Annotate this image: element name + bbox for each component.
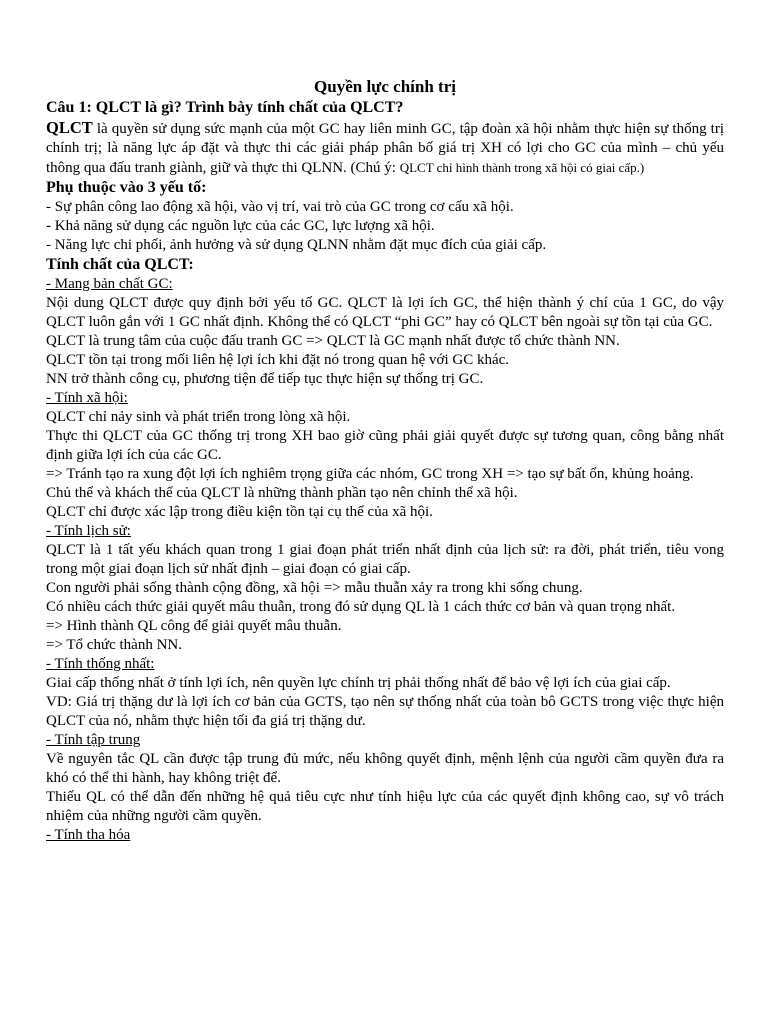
paragraph: Con người phải sống thành cộng đồng, xã hội => mẫu thuẫn xảy ra trong khi sống chung. <box>46 580 583 596</box>
paragraph: VD: Giá trị thặng dư là lợi ích cơ bản của GCTS, tạo nên sự thống nhất của toàn bô GCTS trong việc thực hiện QLCT của nó, nhằm thực hiện tối đa giá trị thặng dư. <box>46 694 724 729</box>
section-heading-centralization: - Tính tập trung <box>46 732 141 748</box>
paragraph: Thiếu QL có thể dẫn đến những hệ quả tiêu cực như tính hiệu lực của các quyết định không cao, sự vô trách nhiệm của những người cầm quyền. <box>46 789 724 824</box>
factor-item: - Năng lực chi phối, ảnh hưởng và sử dụng QLNN nhằm đặt mục đích của giải cấp. <box>46 237 547 253</box>
section-heading-historical: - Tính lịch sử: <box>46 523 131 539</box>
paragraph: Chủ thể và khách thể của QLCT là những thành phần tạo nên chỉnh thể xã hội. <box>46 485 518 501</box>
section-heading-social: - Tính xã hội: <box>46 390 128 406</box>
paragraph: Có nhiều cách thức giải quyết mâu thuẫn, trong đó sử dụng QL là 1 cách thức cơ bản và quan trọng nhất. <box>46 599 676 615</box>
properties-heading: Tính chất của QLCT: <box>46 256 194 273</box>
paragraph: QLCT là 1 tất yếu khách quan trong 1 giai đoạn phát triển nhất định của lịch sử: ra đời, phát triển, tiêu vong trong một giai đoạn lịch sử nhất định – giai đoạn có giai cấp. <box>46 542 724 577</box>
paragraph: QLCT tồn tại trong mối liên hệ lợi ích khi đặt nó trong quan hệ với GC khác. <box>46 352 510 368</box>
paragraph: QLCT là trung tâm của cuộc đấu tranh GC => QLCT là GC mạnh nhất được tổ chức thành NN. <box>46 333 620 349</box>
definition-paragraph <box>46 118 724 178</box>
definition-term: QLCT <box>46 118 93 137</box>
paragraph: QLCT chỉ nảy sinh và phát triển trong lòng xã hội. <box>46 409 351 425</box>
factors-heading: Phụ thuộc vào 3 yếu tố: <box>46 179 207 196</box>
paragraph: => Hình thành QL công để giải quyết mâu thuẫn. <box>46 618 342 634</box>
section-heading-alienation: - Tính tha hóa <box>46 827 131 843</box>
paragraph: Thực thi QLCT của GC thống trị trong XH bao giờ cũng phải giải quyết được sự tương quan, công bằng nhất định giữa lợi ích của các GC. <box>46 428 724 463</box>
paragraph: QLCT chỉ được xác lập trong điều kiện tồn tại cụ thể của xã hội. <box>46 504 433 520</box>
factor-item: - Sự phân công lao động xã hội, vào vị trí, vai trò của GC trong cơ cấu xã hội. <box>46 199 514 215</box>
section-heading-class-nature: - Mang bản chất GC: <box>46 276 173 292</box>
factor-item: - Khả năng sử dụng các nguồn lực của các GC, lực lượng xã hội. <box>46 218 435 234</box>
paragraph: Về nguyên tắc QL cần được tập trung đủ mức, nếu không quyết định, mệnh lệnh của người cầm quyền đưa ra khó có thể thi hành, hay không triệt để. <box>46 751 724 786</box>
definition-note: QLCT chỉ hình thành trong xã hội có giai cấp.) <box>399 160 645 175</box>
paragraph: => Tổ chức thành NN. <box>46 637 182 653</box>
paragraph: Giai cấp thống nhất ở tính lợi ích, nên quyền lực chính trị phải thống nhất để bảo vệ lợi ích của giai cấp. <box>46 675 671 691</box>
paragraph: NN trở thành công cụ, phương tiện để tiếp tục thực hiện sự thống trị GC. <box>46 371 484 387</box>
definition-text: là quyền sử dụng sức mạnh của một GC hay liên minh GC, tập đoàn xã hội nhằm thực hiện sự thống trị chính trị; là năng lực áp đặt và thực thi các giải pháp phân bố giá trị XH có lợi cho GC của mình – chủ yếu thông qua đấu tranh giành, giữ và thực thi QLNN. (Chú ý: <box>46 121 724 176</box>
paragraph: => Tránh tạo ra xung đột lợi ích nghiêm trọng giữa các nhóm, GC trong XH => tạo sự bất ổn, khủng hoảng. <box>46 466 694 482</box>
paragraph: Nội dung QLCT được quy định bởi yếu tố GC. QLCT là lợi ích GC, thể hiện thành ý chí của 1 GC, do vậy QLCT luôn gắn với 1 GC nhất định. Không thể có QLCT “phi GC” hay có QLCT bên ngoài sự tồn tại của GC. <box>46 295 724 330</box>
document-title: Quyền lực chính trị <box>314 77 456 96</box>
question-heading: Câu 1: QLCT là gì? Trình bày tính chất của QLCT? <box>46 99 404 116</box>
section-heading-unity: - Tính thống nhất: <box>46 656 155 672</box>
document-body <box>46 76 724 845</box>
